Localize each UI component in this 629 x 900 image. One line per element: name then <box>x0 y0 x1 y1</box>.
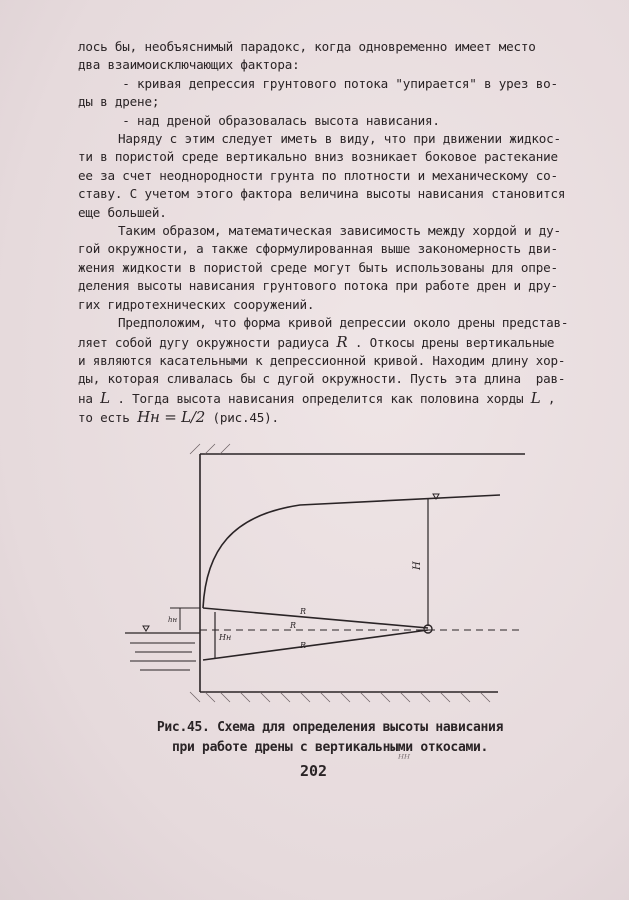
text-line: гой окружности, а также сформулированная выше закономерность дви- <box>78 241 558 257</box>
paragraph-1 <box>78 38 590 130</box>
text-line: - кривая депрессия грунтового потока "упирается" в урез во- <box>78 75 558 91</box>
text-line: и являются касательными к депрессионной кривой. Находим длину хор- <box>78 352 566 368</box>
figure-caption <box>120 718 540 758</box>
h-label: H <box>412 561 423 570</box>
text-fragment: то есть <box>78 410 130 426</box>
text-line: еще большей. <box>78 204 167 220</box>
text-line: - над дреной образовалась высота нависания. <box>78 112 440 128</box>
text-fragment: (рис.45). <box>212 410 279 426</box>
caption-line-1: Рис.45. Схема для определения высоты нависания <box>156 720 504 735</box>
radius-line-lower <box>203 630 428 660</box>
caption-line-2: при работе дрены с вертикальными откосами. <box>171 740 489 755</box>
page-number: 202 <box>300 762 328 780</box>
text-line <box>78 408 590 427</box>
text-line: деления высоты нависания грунтового потока при работе дрен и дру- <box>78 278 558 294</box>
body-text <box>78 38 590 428</box>
paragraph-3 <box>78 222 590 314</box>
text-line: ды, которая сливалась бы с дугой окружности. Пусть эта длина рав- <box>78 371 566 387</box>
radius-line-upper <box>203 608 428 628</box>
text-line: ставу. С учетом этого фактора величина высоты нависания становится <box>78 186 566 202</box>
text-fragment: . Откосы дрены вертикальные <box>354 334 555 350</box>
text-line: ее за счет неоднородности грунта по плотности и механическому со- <box>78 167 558 183</box>
text-line: ти в пористой среде вертикально вниз возникает боковое растекание <box>78 149 558 165</box>
r-label-middle: R <box>290 621 297 630</box>
formula: Hн = L/2 <box>137 408 206 427</box>
text-line: Таким образом, математическая зависимость между хордой и ду- <box>118 223 561 239</box>
text-line: Наряду с этим следует иметь в виду, что при движении жидкос- <box>118 131 561 147</box>
text-fragment: . Тогда высота нависания определится как половина хорды <box>117 390 524 406</box>
chord-symbol: L <box>100 388 110 407</box>
small-hn-label: hн <box>168 616 178 624</box>
text-line: Предположим, что форма кривой депрессии около дрены представ- <box>118 315 569 331</box>
text-line <box>78 389 590 408</box>
chord-symbol-2: L <box>530 388 541 407</box>
radius-symbol: R <box>336 332 348 351</box>
text-line: жения жидкости в пористой среде могут быть использованы для опре- <box>78 259 558 275</box>
text-line: лось бы, необъяснимый парадокс, когда одновременно имеет место <box>78 39 536 54</box>
text-line <box>78 333 590 352</box>
water-level-triangle <box>143 626 149 631</box>
hn-label: Hн <box>219 633 232 642</box>
arc-center <box>424 625 432 633</box>
r-label-lower: R <box>300 641 307 650</box>
text-line: гих гидротехнических сооружений. <box>78 296 315 312</box>
margin-mark: ᴴᴴ <box>398 752 411 765</box>
text-line: два взаимоисключающих фактора: <box>78 57 300 73</box>
depression-curve <box>203 495 500 608</box>
text-fragment: ляет собой дугу окружности радиуса <box>78 334 329 350</box>
soil-hatching <box>190 444 490 702</box>
drain-diagram <box>0 440 629 720</box>
paragraph-2 <box>78 130 590 222</box>
text-fragment: на <box>78 390 93 406</box>
paragraph-4 <box>78 314 590 427</box>
text-fragment: , <box>547 390 556 406</box>
text-line: ды в дрене; <box>78 94 160 110</box>
r-label-upper: R <box>300 607 307 616</box>
